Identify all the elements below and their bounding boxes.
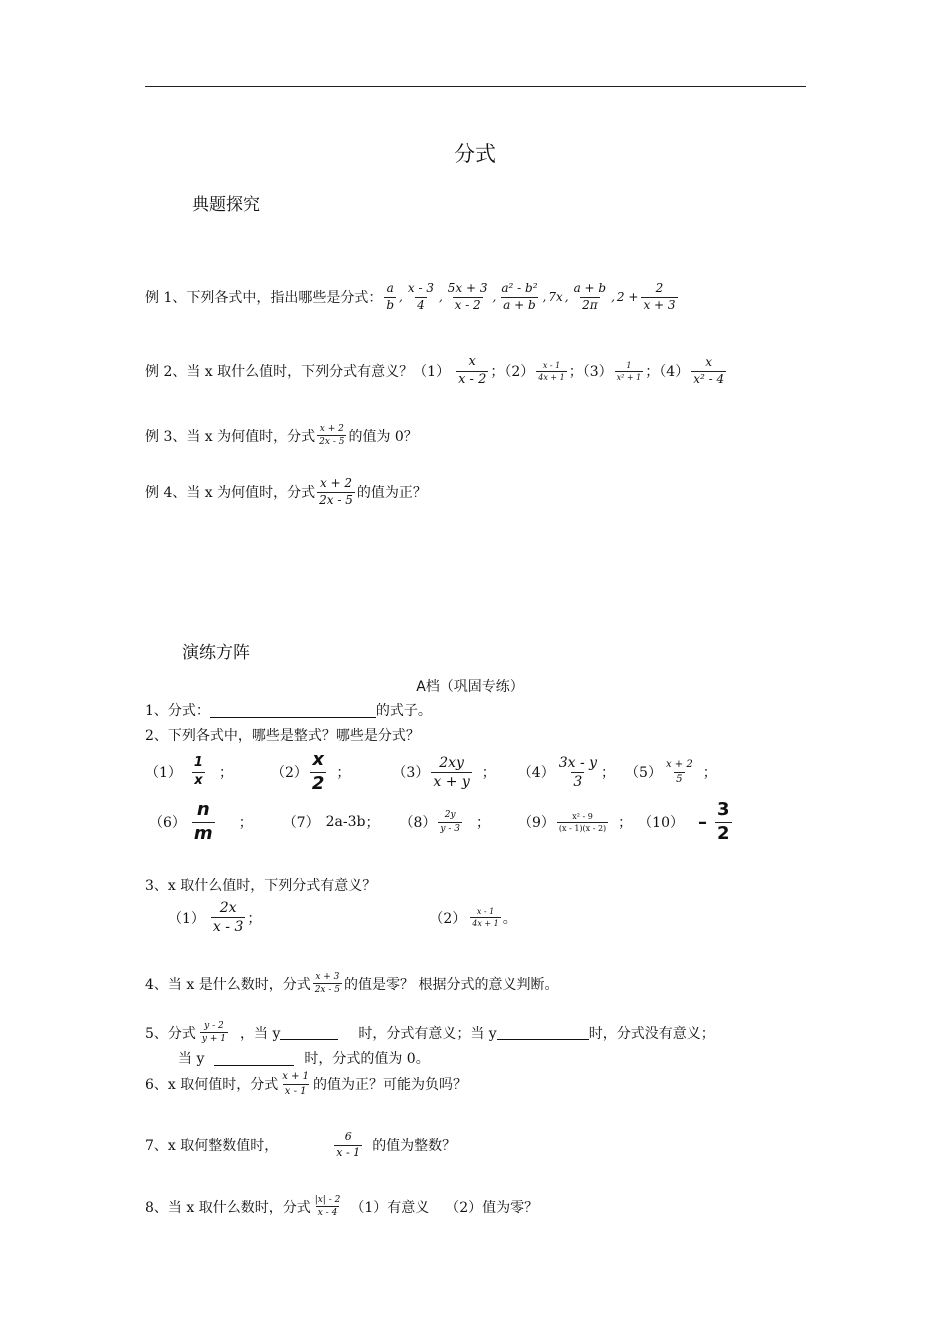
expression: 7x — [548, 290, 563, 305]
fraction: $\frac{x + 1}{x - 1}$ — [282, 1071, 310, 1097]
example-2-text: 例 2、当 x 取什么值时，下列分式有意义？ — [145, 364, 414, 381]
minus-sign: – — [697, 811, 707, 833]
question-2: 2、下列各式中，哪些是整式？哪些是分式？ — [145, 728, 420, 744]
question-8: 8、当 x 取什么数时，分式 $\frac{|x| - 2}{x - 4}$ （1）有意义 （2）值为零？ — [145, 1195, 539, 1219]
fraction: $\frac{a + b}{2\pi}$ — [573, 281, 607, 312]
expression: 2a-3b — [325, 814, 366, 831]
fraction: $\frac{x - 3}{4}$ — [407, 281, 434, 312]
fraction: $\frac{1}{\text{x² + 1}}$ — [616, 360, 642, 382]
fraction: $\frac{2y}{y - 3}$ — [440, 810, 460, 834]
fraction: $\frac{5x + 3}{x - 2}$ — [447, 281, 488, 312]
page-title: 分式 — [454, 142, 496, 166]
question-7: 7、x 取何整数值时， $\frac{6}{x - 1}$ 的值为整数？ — [145, 1130, 457, 1159]
question-1: 1、分式： 的式子。 — [145, 703, 432, 719]
practice-heading: 演练方阵 — [182, 643, 250, 663]
fraction: $\frac{6}{x - 1}$ — [336, 1130, 361, 1159]
answer-blank — [210, 703, 376, 718]
fraction: $\frac{3x - y}{3}$ — [558, 754, 598, 790]
fraction: $\frac{2x}{x - 3}$ — [212, 900, 244, 936]
fraction: $\frac{2}{x + 3}$ — [643, 281, 676, 312]
answer-blank — [214, 1051, 294, 1066]
question-2-row-1: （1） $\frac{1}{x}$ ； （2） $\frac{x}{2}$ ； （3） $\frac{2xy}{x + y}$ ； （4） $\frac{3x - y}{3}$ ； （5） $\frac{x + 2}{5}$ ； — [145, 749, 717, 794]
header-rule — [145, 86, 806, 87]
question-5: 5、分式 $\frac{y - 2}{y + 1}$ ，当 y 时，分式有意义；当 y 时，分式没有意义； — [145, 1021, 715, 1045]
example-1-text: 例 1、下列各式中，指出哪些是分式： — [145, 290, 383, 307]
example-4: 例 4、当 x 为何值时，分式 $\frac{x + 2}{2x - 5}$ 的值为正？ — [145, 476, 427, 507]
fraction: $\frac{\text{x² - 9}}{(x - 1)(x - 2)}$ — [558, 811, 607, 833]
fraction: $\frac{x}{2}$ — [311, 749, 325, 794]
fraction: $\frac{x + 2}{5}$ — [665, 759, 693, 785]
fraction: $\frac{x - 1}{4x + 1}$ — [538, 360, 565, 382]
fraction: $\frac{x}{x - 2}$ — [458, 354, 487, 387]
question-3-items: （1） $\frac{2x}{x - 3}$ ； （2） $\frac{x - 1}{4x + 1}$ 。 — [168, 900, 517, 936]
example-3: 例 3、当 x 为何值时，分式 $\frac{x + 2}{2x - 5}$ 的值为 0？ — [145, 424, 418, 448]
fraction: $\frac{\text{a² - b²}}{a + b}$ — [501, 281, 538, 312]
level-a-heading: A档（巩固专练） — [416, 679, 524, 695]
example-heading: 典题探究 — [192, 195, 260, 215]
answer-blank — [497, 1025, 589, 1040]
fraction: $\frac{1}{x}$ — [193, 754, 203, 788]
question-4: 4、当 x 是什么数时，分式 $\frac{x + 3}{2x - 5}$ 的值是零？ 根据分式的意义判断。 — [145, 972, 559, 996]
example-1: 例 1、下列各式中，指出哪些是分式： $\frac{a}{b}$ , $\frac{x - 3}{4}$ , $\frac{5x + 3}{x - 2}$ , $\frac{\text{a² - b²}}{a + b}$ , 7x , $\frac{a + b}{2\pi}$ , 2 + $\frac{2}{x + 3}$ — [145, 281, 676, 312]
fraction: $\frac{x + 2}{2x - 5}$ — [319, 476, 353, 507]
fraction: $\frac{y - 2}{y + 1}$ — [201, 1021, 226, 1045]
question-2-row-2: （6） $\frac{n}{m}$ ； （7） 2a-3b ； （8） $\frac{2y}{y - 3}$ ； （9） $\frac{\text{x² - 9}}{(x - 1)(x - 2)}$ ； （10） – $\frac{3}{2}$ — [149, 799, 730, 844]
expression: 2 + — [616, 290, 639, 305]
fraction: $\frac{2xy}{x + y}$ — [433, 754, 470, 790]
fraction: $\frac{x}{\text{x² - 4}}$ — [693, 355, 725, 386]
fraction: $\frac{x - 1}{4x + 1}$ — [472, 906, 499, 929]
fraction: $\frac{a}{b}$ — [386, 281, 395, 312]
question-5-line-2: 当 y 时，分式的值为 0。 — [178, 1051, 430, 1067]
fraction: $\frac{3}{2}$ — [716, 799, 730, 844]
fraction: $\frac{|x| - 2}{x - 4}$ — [314, 1195, 341, 1219]
question-3: 3、x 取什么值时，下列分式有意义？ — [145, 878, 377, 894]
fraction: $\frac{n}{m}$ — [193, 799, 213, 844]
example-2: 例 2、当 x 取什么值时，下列分式有意义？ （1） $\frac{x}{x - 2}$ ；（2） $\frac{x - 1}{4x + 1}$ ；（3） $\frac{1}{\text{x² + 1}}$ ；（4） $\frac{x}{\text{x² - 4}}$ — [145, 354, 725, 387]
fraction: $\frac{x + 3}{2x - 5}$ — [314, 972, 340, 996]
answer-blank — [280, 1025, 338, 1040]
fraction: $\frac{x + 2}{2x - 5}$ — [319, 424, 345, 448]
question-6: 6、x 取何值时，分式 $\frac{x + 1}{x - 1}$ 的值为正？可能为负吗？ — [145, 1071, 468, 1097]
